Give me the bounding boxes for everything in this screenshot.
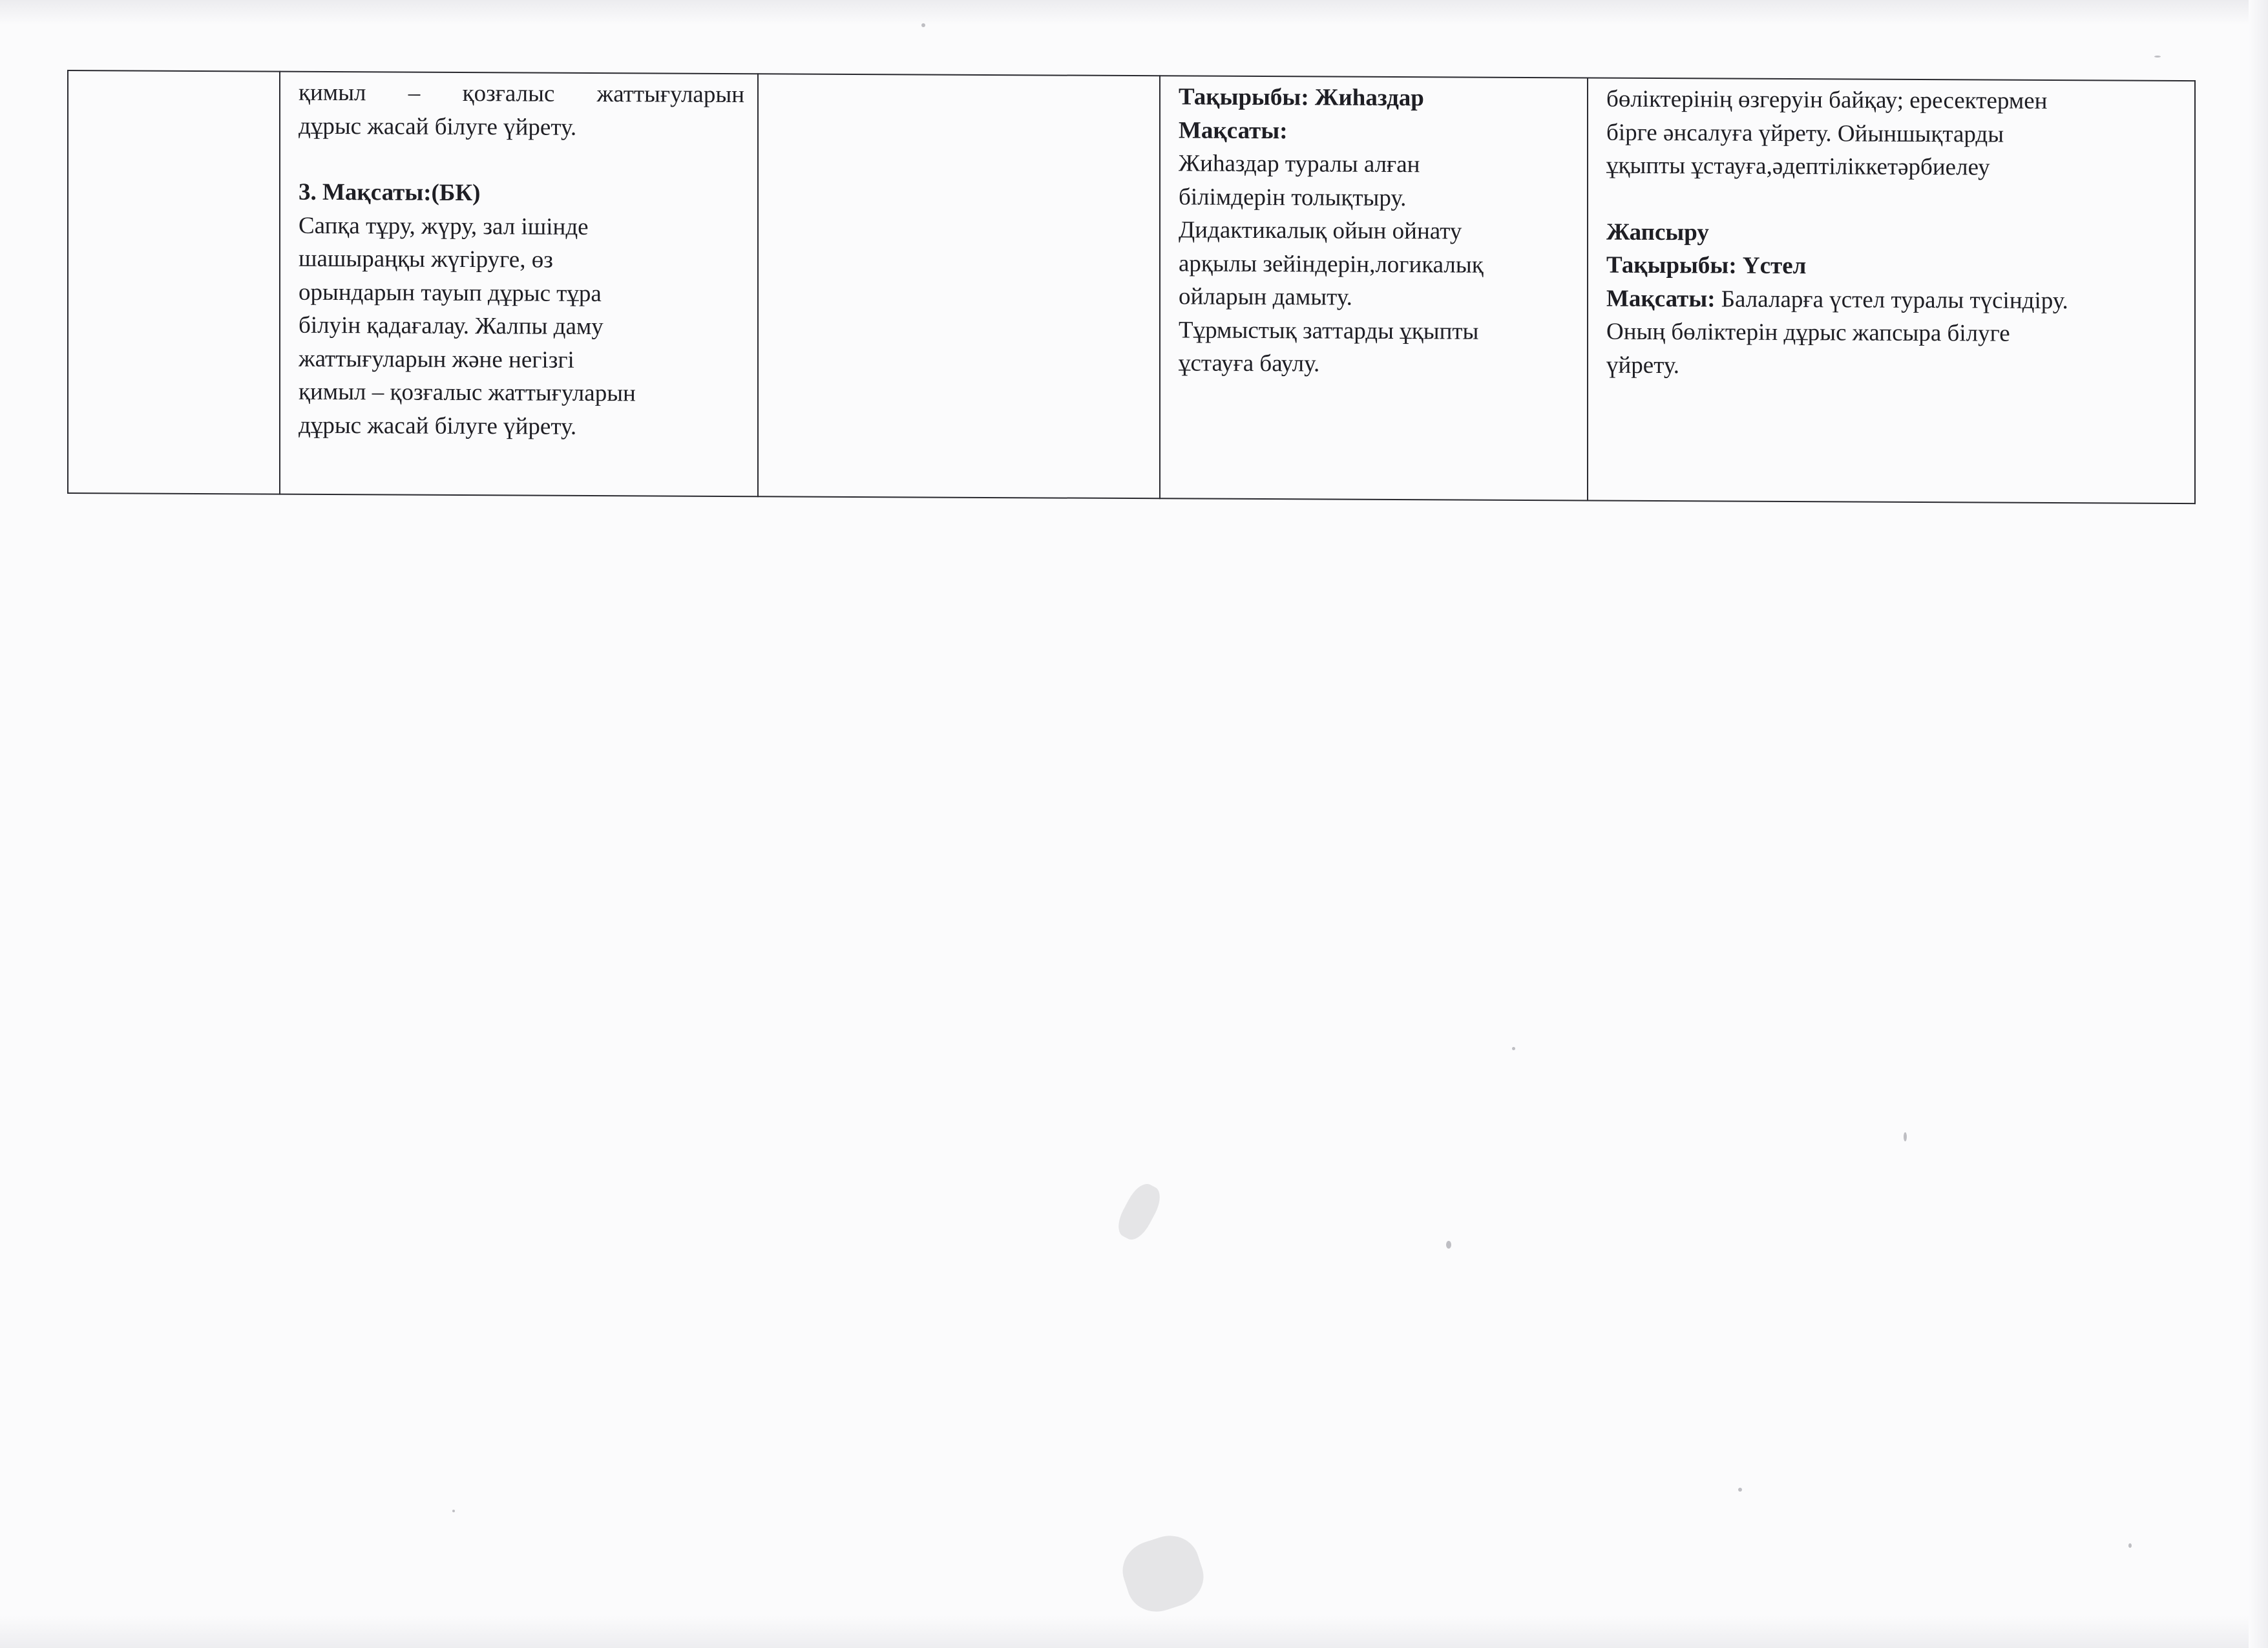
table-cell-empty-1 (68, 70, 280, 494)
table-cell-physical-education (280, 72, 758, 497)
goal-text: Балаларға үстел туралы түсіндіру. (1715, 285, 2068, 314)
text-line: ойларын дамыту. (1179, 283, 1352, 311)
scan-speck (452, 1510, 455, 1512)
table-cell-furniture-topic (1160, 76, 1588, 500)
page-edge-right (2249, 0, 2268, 1648)
spacer (299, 143, 744, 178)
text-line: білімдерін толықтыру. (1179, 183, 1407, 211)
text-line: қимыл – қозғалыс жаттығуларын (299, 378, 636, 407)
text-line: бірге әнсалуға үйрету. Ойыншықтарды (1606, 119, 2004, 148)
text-line: дұрыс жасай білуге үйрету. (299, 412, 577, 440)
scan-speck (2128, 1543, 2132, 1548)
text-line: Сапқа тұру, жүру, зал ішінде (299, 212, 589, 240)
goal-heading: 3. Мақсаты:(БК) (299, 178, 481, 207)
scan-smudge (1113, 1179, 1166, 1244)
scan-smudge (1115, 1528, 1211, 1620)
scan-speck (921, 23, 925, 27)
scan-speck (2154, 56, 2161, 58)
activity-heading: Жапсыру (1606, 218, 1709, 246)
scan-speck (1904, 1132, 1907, 1141)
text-line: арқылы зейіндерін,логикалық (1179, 249, 1484, 279)
text-line: дұрыс жасай білуге үйрету. (299, 112, 577, 141)
topic-heading: Тақырыбы: Үстел (1606, 251, 1807, 280)
text-line: жаттығуларын және негізгі (299, 345, 574, 374)
text-line: Дидактикалық ойын ойнату (1179, 217, 1462, 245)
scan-speck (1446, 1241, 1451, 1249)
text-line: ұстауға баулу. (1179, 350, 1320, 377)
scan-speck (1738, 1488, 1742, 1492)
text-line: қимыл – қозғалыс жаттығуларын (299, 79, 744, 109)
table-cell-empty-3 (758, 74, 1160, 498)
lesson-plan-table (67, 70, 2196, 504)
spacer (1606, 182, 2181, 218)
text-line: шашыраңқы жүгіруге, өз (299, 245, 553, 273)
text-line: Жиһаздар туралы алған (1179, 150, 1420, 178)
text-line: Тұрмыстық заттарды ұқыпты (1179, 316, 1479, 345)
text-line: үйрету. (1606, 352, 1679, 379)
text-line: ұқыпты ұстауға,әдептіліккетәрбиелеу (1606, 152, 1990, 181)
topic-heading: Тақырыбы: Жиһаздар (1179, 83, 1424, 112)
text-line: Оның бөліктерін дұрыс жапсыра білуге (1606, 318, 2010, 347)
text-line: бөліктерінің өзгеруін байқау; ересектермен (1606, 85, 2048, 114)
table-cell-applique (1588, 78, 2195, 503)
scan-speck (1512, 1047, 1515, 1050)
text-line: білуін қадағалау. Жалпы даму (299, 312, 604, 341)
goal-heading: Мақсаты: (1179, 116, 1288, 144)
goal-line (1606, 282, 2181, 318)
goal-label: Мақсаты: (1606, 285, 1716, 312)
text-line: орындарын тауып дұрыс тұра (299, 279, 602, 307)
table-row (68, 70, 2195, 503)
page-edge-bottom (0, 1616, 2268, 1648)
page-edge-top (0, 0, 2268, 25)
